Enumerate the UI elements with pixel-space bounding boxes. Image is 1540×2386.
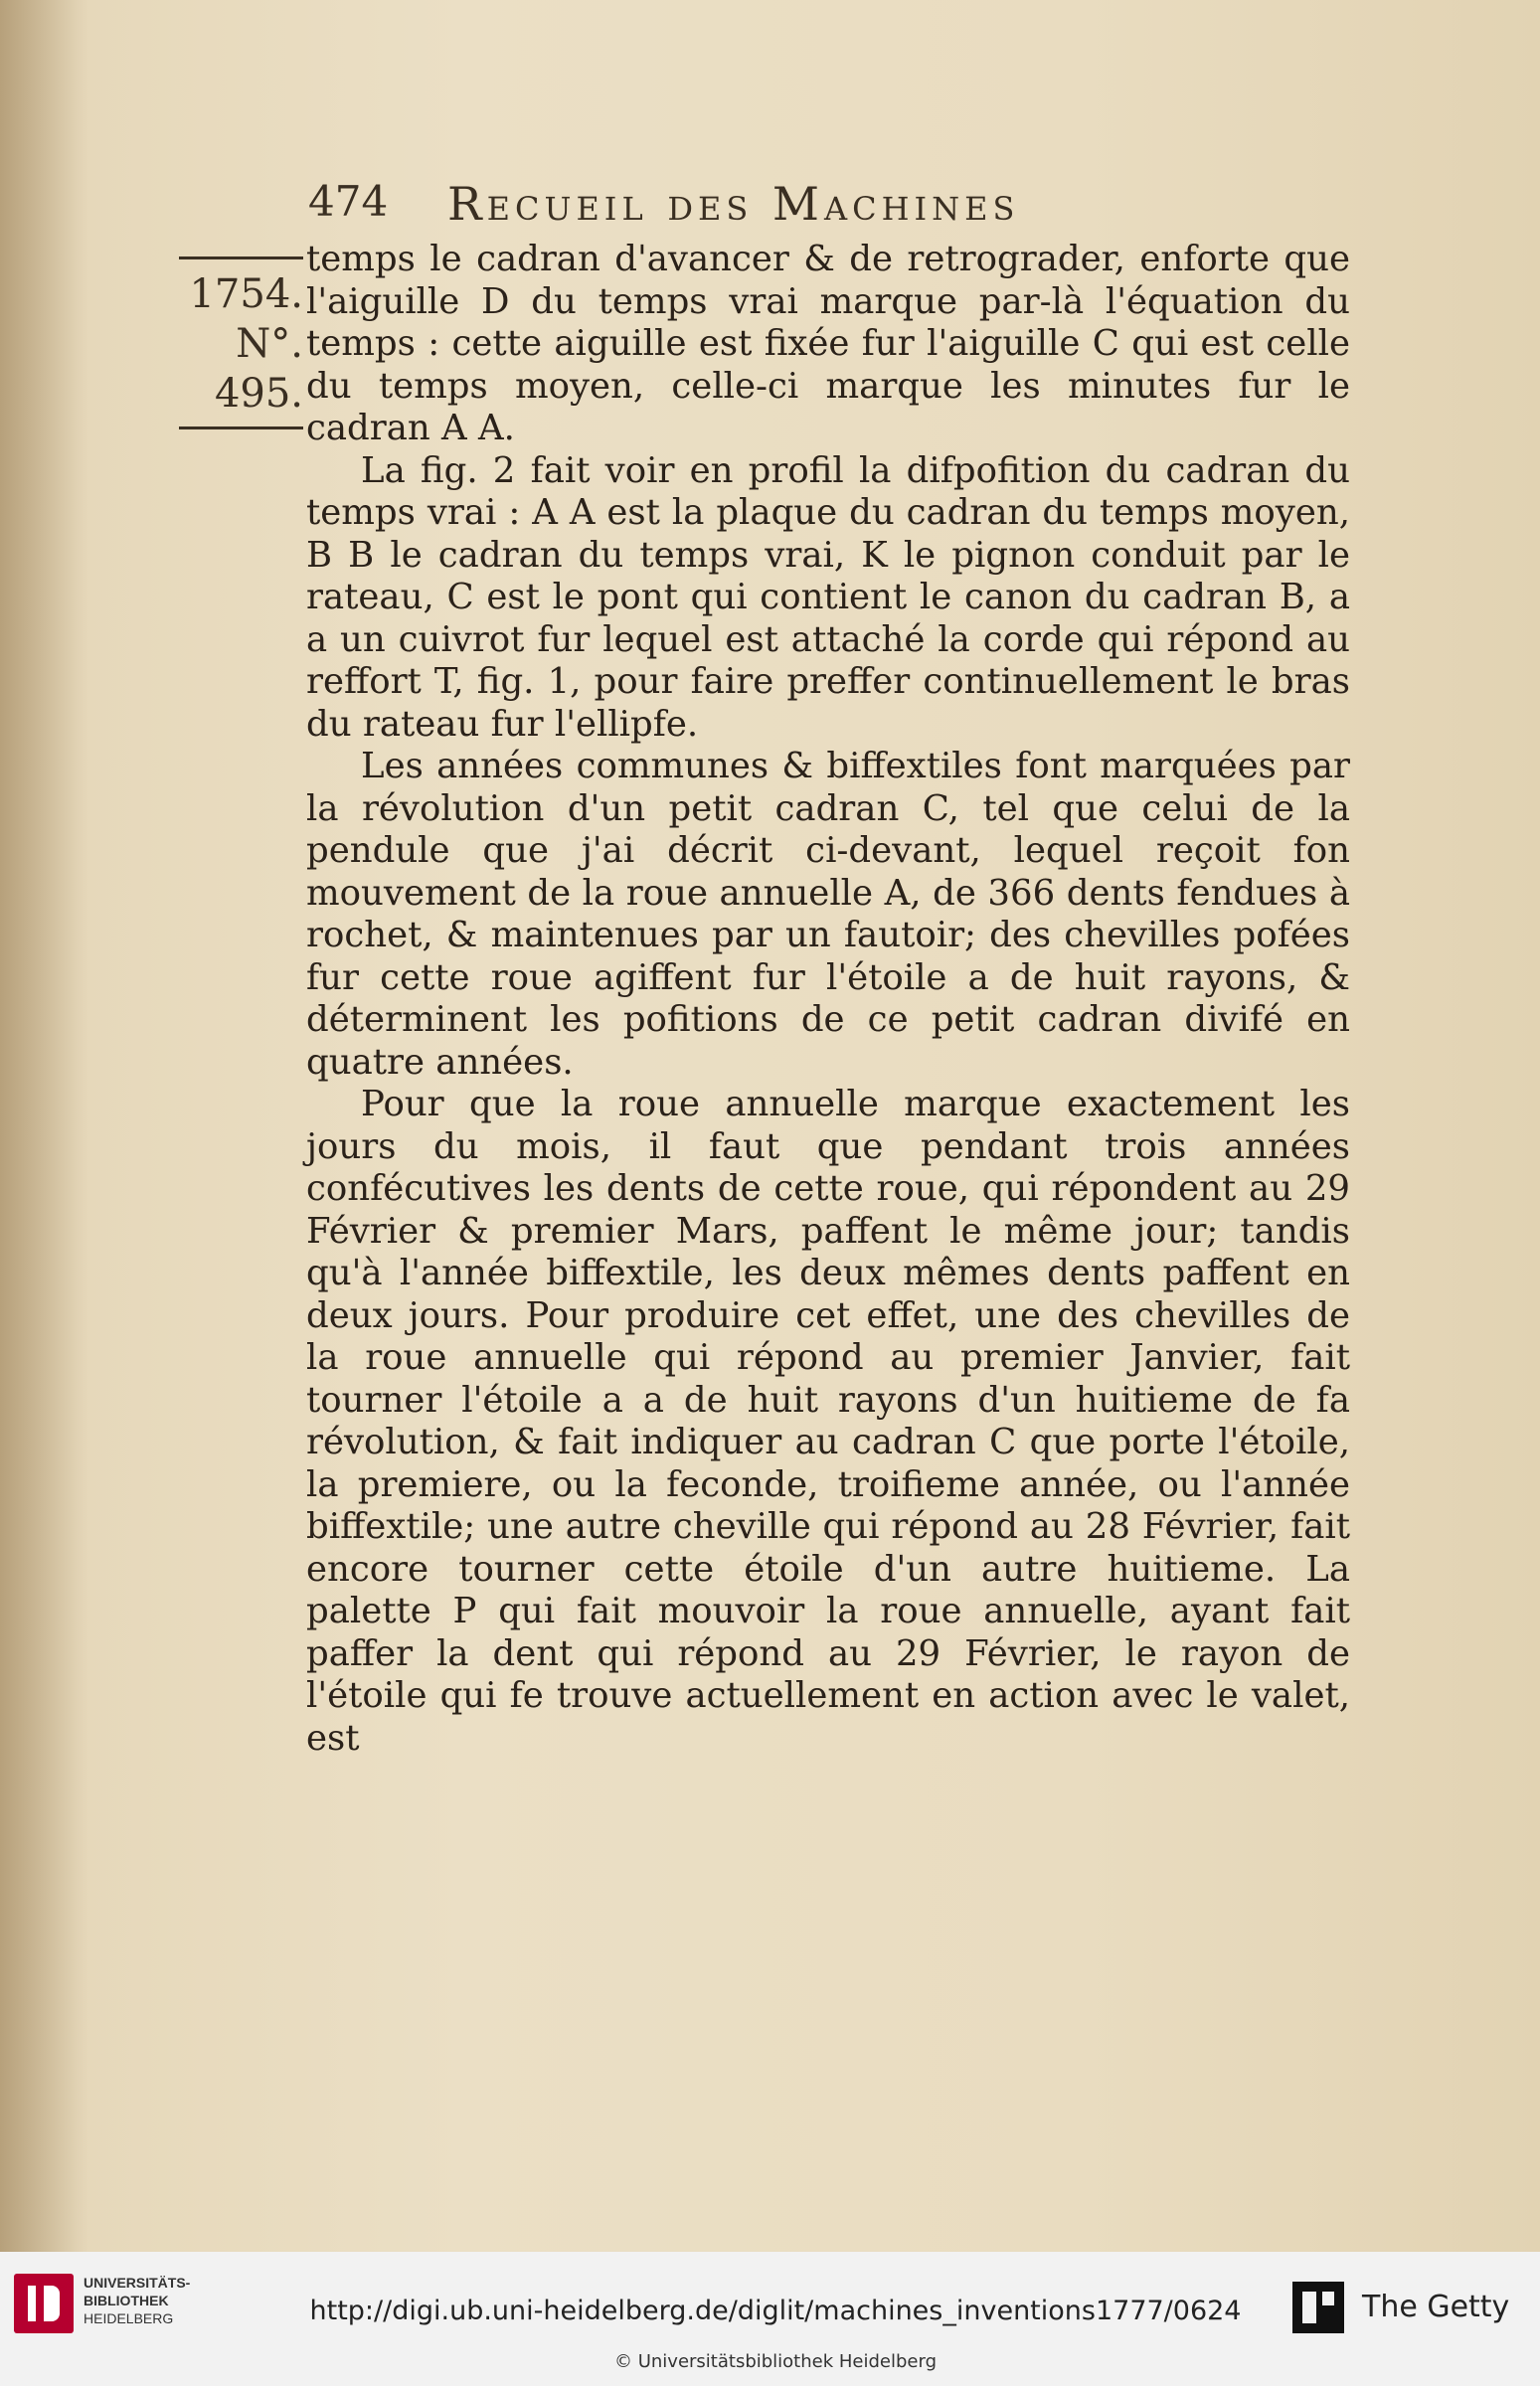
paragraph: Pour que la roue annuelle marque exactement les jours du mois, il faut que pendant trois années confécutives les dents de cette roue, qui répondent au 29 Février & premier Mars, paffent le même jour; tandis qu'à l'année biffextile, les deux mêmes dents paffent en deux jours. Pour produire cet effet, une des chevilles de la roue annuelle qui répond au premier Janvier, fait tourner l'étoile a a de huit rayons d'un huitieme de fa révolution, & fait indiquer au cadran C que porte l'étoile, la premiere, ou la feconde, troifieme année, ou l'année biffextile; une autre cheville qui répond au 28 Février, fait encore tourner cette étoile d'un autre huitieme. La palette P qui fait mouvoir la roue annuelle, ayant fait paffer la dent qui répond au 29 Février, le rayon de l'étoile qui fe trouve actuellement en action avec le valet, est	[306, 1084, 1350, 1759]
permalink-url[interactable]: http://digi.ub.uni-heidelberg.de/diglit/machines_inventions1777/0624	[309, 2296, 1242, 2326]
page-number: 474	[308, 177, 389, 226]
getty-logo-icon	[1292, 2282, 1344, 2333]
margin-number: N°. 495.	[214, 321, 303, 417]
university-library-logo-icon	[14, 2274, 74, 2333]
margin-year: 1754.	[189, 271, 303, 317]
margin-rule-bottom	[179, 426, 303, 429]
viewer-footer	[0, 2252, 1540, 2386]
paragraph: La fig. 2 fait voir en profil la difpofition du cadran du temps vrai : A A est la plaque du cadran du temps moyen, B B le cadran du temps vrai, K le pignon conduit par le rateau, C est le pont qui contient le canon du cadran B, a a un cuivrot fur lequel est attaché la corde qui répond au reffort T, fig. 1, pour faire preffer continuellement le bras du rateau fur l'ellipfe.	[306, 449, 1350, 745]
paragraph: Les années communes & biffextiles font marquées par la révolution d'un petit cadran C, tel que celui de la pendule que j'ai décrit ci-devant, lequel reçoit fon mouvement de la roue annuelle A, de 366 dents fendues à rochet, & maintenues par un fautoir; des chevilles pofées fur cette roue agiffent fur l'étoile a de huit rayons, & déterminent les pofitions de ce petit cadran divifé en quatre années.	[306, 746, 1350, 1083]
copyright-notice: © Universitätsbibliothek Heidelberg	[613, 2351, 937, 2372]
margin-rule	[179, 256, 303, 259]
margin-note	[159, 249, 303, 439]
running-title: Recueil des Machines	[447, 177, 1020, 231]
institution-line: BIBLIOTHEK	[84, 2293, 169, 2308]
paragraph: temps le cadran d'avancer & de retrograder, enforte que l'aiguille D du temps vrai marque par-là l'équation du temps : cette aiguille est fixée fur l'aiguille C qui est celle du temps moyen, celle-ci marque les minutes fur le cadran A A.	[306, 239, 1350, 448]
running-head	[308, 177, 1183, 237]
institution-name	[84, 2274, 282, 2327]
institution-line: UNIVERSITÄTS-	[84, 2275, 191, 2291]
institution-line: HEIDELBERG	[84, 2310, 174, 2326]
body-text	[306, 239, 1350, 1760]
partner-name: The Getty	[1362, 2290, 1510, 2324]
